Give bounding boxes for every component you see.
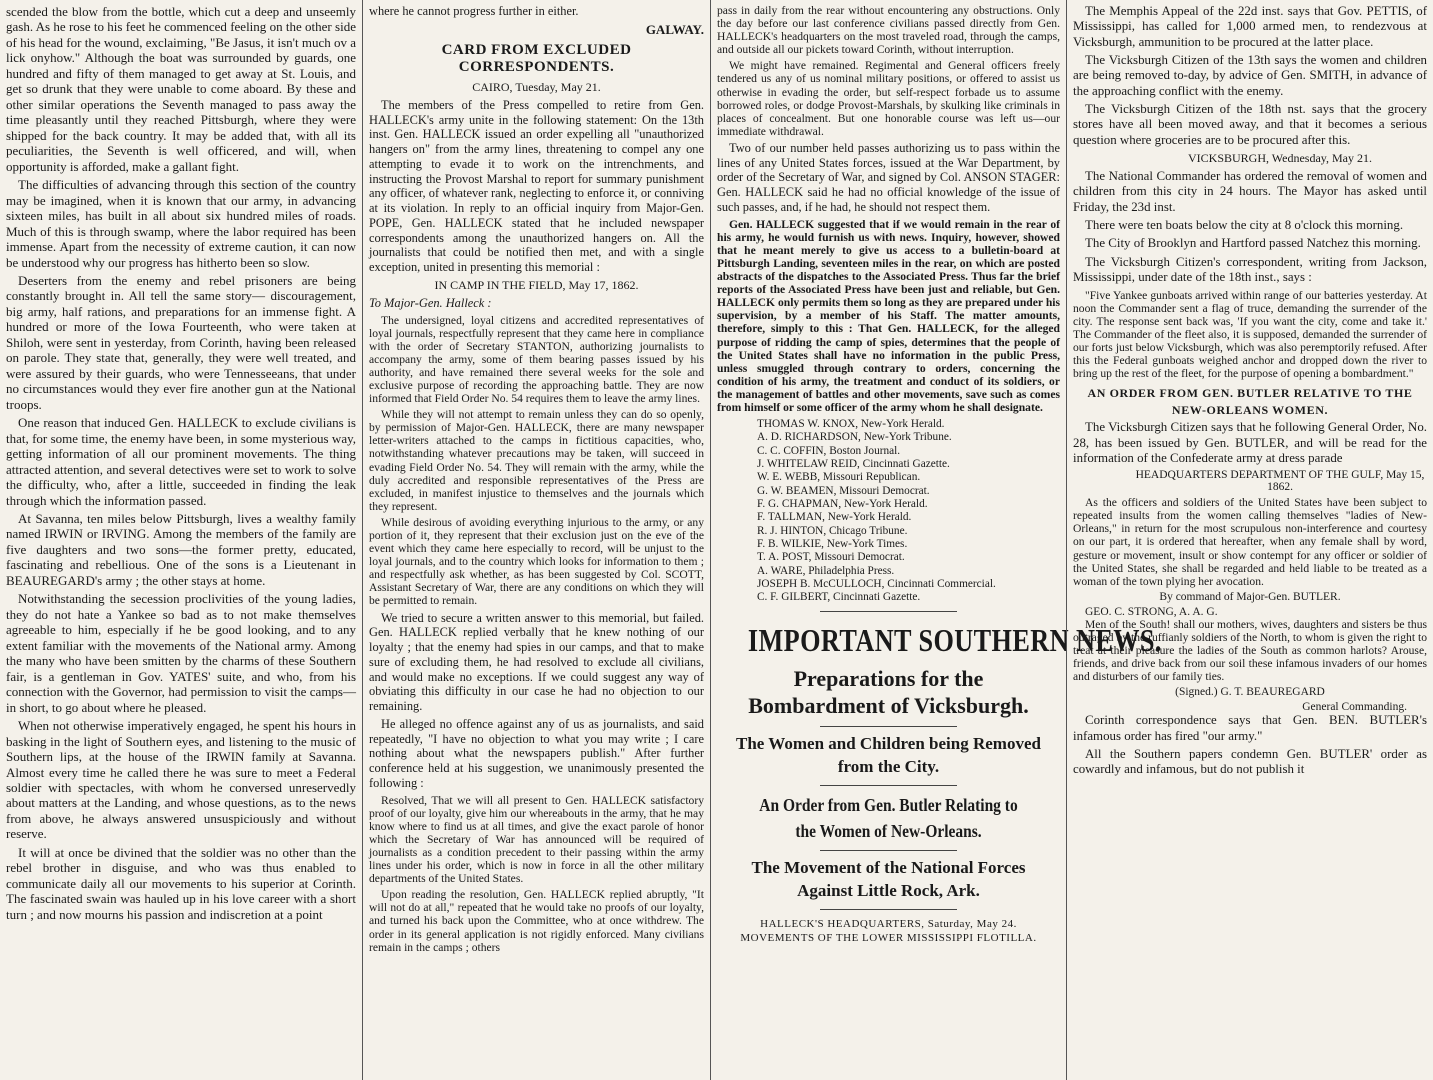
signature-line: T. A. POST, Missouri Democrat.: [757, 551, 905, 564]
paragraph: When not otherwise imperatively engaged, he spent his hours in basking in the light of Southern eyes, and listening to the music of Southern lips, at the house of the IRWIN family at Savanna. Almost every time he called there he was sure to meet a Federal soldier with spectacles, with whom he conversed unreservedly about matters at the Landing, and whose questions, as to the news from above, he always answered unsuspiciously and without reserve.: [6, 718, 356, 842]
paragraph: The Vicksburgh Citizen's correspondent, writing from Jackson, Mississippi, under date of the 18th inst., says :: [1073, 254, 1427, 285]
proclamation-text: Men of the South! shall our mothers, wives, daughters and sisters be thus outraged by the ruffianly soldiers of the North, to whom is given the right to treat at their pleasure the ladies of the South as common harlots? Arouse, friends, and drive back from our soil these infamous invaders of our homes and disturbers of our family ties.: [1073, 617, 1427, 684]
headline-deck-1: Preparations for the Bombardment of Vicksburgh.: [748, 665, 1029, 719]
signature-line: R. J. HINTON, Chicago Tribune.: [757, 524, 908, 537]
paragraph: There were ten boats below the city at 8 o'clock this morning.: [1085, 218, 1404, 233]
signature-line: THOMAS W. KNOX, New-York Herald.: [757, 418, 945, 431]
signature-line: W. E. WEBB, Missouri Republican.: [757, 471, 921, 484]
paragraph: Notwithstanding the secession proclivities of the young ladies, they do not hate a Yankee so bad as to not make themselves agreeable to him, especially if he be good looking, and to any extent familiar with the movements of the National army. Among the many who have been smitten by the charms of these Southern fair, is a gentleman in Gov. YATES' suite, and who, from his connection with the Governor, had permission to visit the camps—in short, to go about where he pleased.: [6, 591, 356, 715]
dateline: CAIRO, Tuesday, May 21.: [472, 79, 601, 94]
signature-line: A. WARE, Philadelphia Press.: [757, 564, 895, 577]
signature-line: JOSEPH B. McCULLOCH, Cincinnati Commercial.: [757, 578, 996, 591]
quoted-dispatch: "Five Yankee gunboats arrived within range of our batteries yesterday. At noon the Commander sent a flag of truce, demanding the surrender of the city. The response sent back was, 'If you want the city, come and take it.' The Commander of the fleet also, it is supposed, demanded the surrender of our forts just below Vicksburgh, which was also peremptorily refused. After this the Federal gunboats weighed anchor and dropped down the river to bring up the rest of the fleet, for the purpose of opening a bombardment.": [1073, 288, 1427, 381]
paragraph: It will at once be divined that the soldier was no other than the rebel brother in disguise, and who was thus enabled to communicate daily all our movements to his superior at Corinth. The fascinated swain was hauled up in his love career with a short turn ; and now mourns his passion and indiscretion at a point: [6, 844, 356, 922]
paragraph: The Vicksburgh Citizen says that he following General Order, No. 28, has been issued by Gen. BUTLER, and will be read for the information of the Confederate army at dress parade: [1073, 420, 1427, 465]
dateline: VICKSBURGH, Wednesday, May 21.: [1187, 151, 1373, 166]
paragraph: He alleged no offence against any of us as journalists, and said repeatedly, "I have no objection to what you may write ; I care nothing about what the newspapers publish." After further conference held at his suggestion, we unanimously presented the following :: [369, 716, 704, 790]
divider: [820, 909, 957, 910]
paragraph: where he cannot progress further in either.: [369, 4, 579, 18]
paragraph: We tried to secure a written answer to this memorial, but failed. Gen. HALLECK replied verbally that he knew nothing of our loyalty ; that the enemy had spies in our camps, and that to make sure of excluding them, he had resolved to exclude all civilians, and would make no exceptions. If we could suggest any way of obviating this difficulty in our case he had no objection to our remaining.: [369, 610, 704, 714]
paragraph: The City of Brooklyn and Hartford passed Natchez this morning.: [1085, 236, 1421, 251]
order-heading: HEADQUARTERS DEPARTMENT OF THE GULF, May 15, 1862.: [1135, 469, 1425, 494]
signature-line: F. G. CHAPMAN, New-York Herald.: [757, 498, 928, 511]
general-order-text: As the officers and soldiers of the United States have been subject to repeated insults from the women calling themselves "ladies of New-Orleans," in return for the most scrupulous non-interference and courtesy on our part, it is ordered that hereafter, when any female shall by word, gesture or movement, insult or show contempt for any officer or soldier of the United States, she shall be regarded and held liable to be treated as a woman of the town plying her avocation.: [1073, 496, 1427, 588]
divider: [820, 611, 957, 612]
order-signature: GEO. C. STRONG, A. A. G.: [1085, 605, 1218, 618]
salutation: To Major-Gen. Halleck :: [369, 295, 492, 310]
paragraph: We might have remained. Regimental and General officers freely tendered us any of us nominal military positions, or offered to assist us otherwise in evading the order, but self-respect forbade us to assume borrowed roles, or dodge Provost-Marshals, by skulking like criminals in places of concealment. But one honorable course was left us—our immediate withdrawal.: [717, 59, 1060, 138]
signature-list: [757, 418, 1060, 605]
article-continuation: [717, 4, 1060, 138]
divider: [820, 785, 957, 786]
column-4: [1066, 0, 1433, 1080]
signature-line: A. D. RICHARDSON, New-York Tribune.: [757, 431, 952, 444]
paragraph: pass in daily from the rear without encountering any obstructions. Only the day before our last conference civilians passed directly from Gen. HALLECK's headquarters on the most traveled road, through the camps, and outside all our pickets toward Corinth, without interruption.: [717, 4, 1060, 57]
paragraph: One reason that induced Gen. HALLECK to exclude civilians is that, for some time, the enemy have been, in some mysterious way, getting information of all our prominent movements. The thing attracted attention, and several detectives were set to work to solve the difficulty, who, after a little, succeeded in finding the leak through which the information passed.: [6, 415, 356, 508]
signature-galway: GALWAY.: [645, 21, 704, 37]
paragraph: Deserters from the enemy and rebel prisoners are being constantly brought in. All tell the same story— discouragement, big army, half rations, and preparations for an immense fight. A hundred or more of the Iowa Fourteenth, who were taken at Shiloh, were sent in yesterday, from Corinth, having been released on parole. They state that, generally, they were well treated, and were assured by their guards, who were Tennesseeans, that under no circumstances would they ever fire another gun at the National troops.: [6, 272, 356, 412]
paragraph: The Vicksburgh Citizen of the 13th says the women and children are being removed to-day, by advice of Gen. SMITH, in advance of the approaching conflict with the enemy.: [1073, 53, 1427, 98]
signature-line: F. B. WILKIE, New-York Times.: [757, 538, 908, 551]
column-1: [0, 0, 362, 1080]
signature-line: F. TALLMAN, New-York Herald.: [757, 511, 912, 524]
memorial-text: [369, 314, 704, 608]
resolution-text: Resolved, That we will all present to Gen. HALLECK satisfactory proof of our loyalty, give him our whereabouts in the army, that he may know where to find us at all times, and give the exact parole of honor which the Secretary of War has announced will be required of journalists as a condition precedent to their passing within the army lines under his order, which is now in force in all the other military departments of the United States.: [369, 793, 704, 886]
section-banner: IMPORTANT SOUTHERN NEWS.: [747, 621, 1162, 658]
proclamation-signature: (Signed.) G. T. BEAUREGARD: [1175, 686, 1325, 699]
signature-line: J. WHITELAW REID, Cincinnati Gazette.: [757, 458, 950, 471]
paragraph: The members of the Press compelled to retire from Gen. HALLECK's army unite in the following statement: On the 13th inst. Gen. HALLECK issued an order expelling all "unauthorized hangers on" from the army lines, threatening to compel any one attempting to evade it to work on the intrenchments, and instructing the Provost Marshal to report for summary punishment any officer, of whatever rank, neglecting to enforce it, or conniving at its violation. In reply to an official inquiry from Major-Gen. POPE, Gen. HALLECK stated that he included newspaper correspondents among the unauthorized hangers on. All the journalists that could be notified then met, and with a single exception, united in presenting this memorial :: [369, 97, 704, 274]
paragraph: The difficulties of advancing through this section of the country may be imagined, when it is known that our army, in advancing sixteen miles, has built in all about six hundred miles of roads. Much of this is through swamp, where the labor required has been immense. Apart from the necessity of extreme caution, it can now be understood why our progress has hitherto been so slow.: [6, 177, 356, 270]
proclamation-title: General Commanding.: [1302, 701, 1407, 714]
paragraph: At Savanna, ten miles below Pittsburgh, lives a wealthy family named IRWIN or IRVING. Among the members of the family are five daughters and two sons—the former pretty, educated, fascinating and rebellious. One of the sons is a Lieutenant in BEAUREGARD's army ; the other stays at home.: [6, 511, 356, 588]
column-2: [362, 0, 710, 1080]
article-headline-2: NEW-ORLEANS WOMEN.: [1171, 403, 1329, 418]
signature-line: G. W. BEAMEN, Missouri Democrat.: [757, 484, 930, 497]
order-attribution: By command of Major-Gen. BUTLER.: [1159, 590, 1341, 603]
paragraph: Two of our number held passes authorizing us to pass within the lines of any United States forces, issued at the War Department, by order of the Secretary of War, and signed by Col. ANSON STAGER: Gen. HALLECK said he had no official knowledge of the issue of such passes, and, if he had, he should not respect them.: [717, 140, 1060, 214]
article-headline: CARD FROM EXCLUDED CORRESPONDENTS.: [441, 41, 632, 75]
article-headline: AN ORDER FROM GEN. BUTLER RELATIVE TO THE: [1087, 386, 1413, 401]
divider: [820, 850, 957, 851]
dateline: HALLECK'S HEADQUARTERS, Saturday, May 24.: [760, 917, 1017, 930]
paragraph: Gen. HALLECK suggested that if we would remain in the rear of his army, he would furnish us with news. Inquiry, however, showed that he meant merely to give us access to a bulletin-board at Pittsburgh Landing, seventeen miles in the rear, on which are posted abstracts of the dispatches to the Associated Press. Thus far the brief reports of the Associated Press have been just and reliable, but Gen. HALLECK only permits them so long as they are prepared under his supervision, by a member of his Staff. The matter amounts, therefore, simply to this : That Gen. HALLECK, for the alleged purpose of ridding the camp of spies, determines that the people of the United States shall have no information in the public Press, unless smuggled through contrary to orders, concerning the condition of his army, the treatment and conduct of its soldiers, or the management of battles and other movements, save such as comes from himself or some officer of the army whom he shall designate.: [717, 217, 1060, 414]
paragraph: scended the blow from the bottle, which cut a deep and unseemly gash. As he rose to his feet he commenced feeling on the other side of his head for the wound, exclaiming, "Be Jasus, it isn't much ov a lick onyhow." Although the boat was surrounded by guards, one hundred and fifty of them managed to get away at St. Louis, and get so drunk that they were unable to come aboard. By these and other similar operations the Seventh managed to pass away the time pleasantly until they reached Pittsburgh, where they were shipped for the back country. It may be added that, with all its peculiarities, the Seventh is well officered, and will, when opportunity is afforded, make a gallant fight.: [6, 4, 356, 174]
headline-deck-2: The Women and Children being Removed from the City.: [736, 733, 1041, 776]
paragraph: Upon reading the resolution, Gen. HALLECK replied abruptly, "It will not do at all," repeated that he would take no proofs of our loyalty, and turned his back upon the Committee, who at once withdrew. The order in its general application is not rigidly enforced. Many civilians remain in the camps ; others: [369, 888, 704, 954]
divider: [820, 726, 957, 727]
subhead: MOVEMENTS OF THE LOWER MISSISSIPPI FLOTILLA.: [740, 931, 1037, 944]
paragraph: The undersigned, loyal citizens and accredited representatives of loyal journals, respectfully represent that they came here in compliance with the order of Secretary STANTON, authorizing journalists to accompany the army, some of them bearing passes issued by his authority, and have remained there several weeks for the sole and exclusive purpose of recording the approaching battle. They are now informed that Field Order No. 54 requires them to leave the army lines.: [369, 313, 704, 406]
memorial-dateline: IN CAMP IN THE FIELD, May 17, 1862.: [434, 277, 639, 292]
paragraph: Corinth correspondence says that Gen. BEN. BUTLER's infamous order has fired "our army.": [1073, 713, 1427, 743]
signature-line: C. F. GILBERT, Cincinnati Gazette.: [757, 591, 921, 604]
paragraph: While desirous of avoiding everything injurious to the army, or any portion of it, they represent that their exclusion just on the eve of the event which they came here especially to record, will be unjust to the loyal journals, and to the country which looks for information to them ; and respectfully ask whether, as has been suggested by Col. SCOTT, Assistant Secretary of War, there are any conditions on which they will be permitted to remain.: [369, 515, 704, 608]
paragraph: The National Commander has ordered the removal of women and children from this city in 24 hours. The Mayor has asked until Friday, the 23d inst.: [1073, 169, 1427, 214]
headline-deck-4: The Movement of the National Forces Against Little Rock, Ark.: [751, 857, 1026, 900]
paragraph: The Memphis Appeal of the 22d inst. says that Gov. PETTIS, of Mississippi, has called for 1,000 armed men, to rendezvous at Vicksburgh, ammunition to be procured at the latter place.: [1073, 4, 1427, 49]
paragraph: All the Southern papers condemn Gen. BUTLER' order as cowardly and infamous, but do not publish it: [1073, 747, 1427, 777]
paragraph: The Vicksburgh Citizen of the 18th nst. says that the grocery stores have all been moved away, and that it becomes a serious question where groceries are to be procured after this.: [1073, 102, 1427, 147]
headline-deck-3: An Order from Gen. Butler Relating to the Women of New-Orleans.: [759, 794, 1018, 841]
paragraph: While they will not attempt to remain unless they can do so openly, by permission of Major-Gen. HALLECK, there are many newspaper letter-writers attached to the camps in fictitious capacities, who, notwithstanding whatever precautions may be taken, will succeed in evading Field Order No. 54. They will remain with the army, while the duly accredited and responsible representatives of the Press are excluded, in manifest injustice to themselves and the journals which they represent.: [369, 408, 704, 513]
signature-line: C. C. COFFIN, Boston Journal.: [757, 444, 901, 457]
